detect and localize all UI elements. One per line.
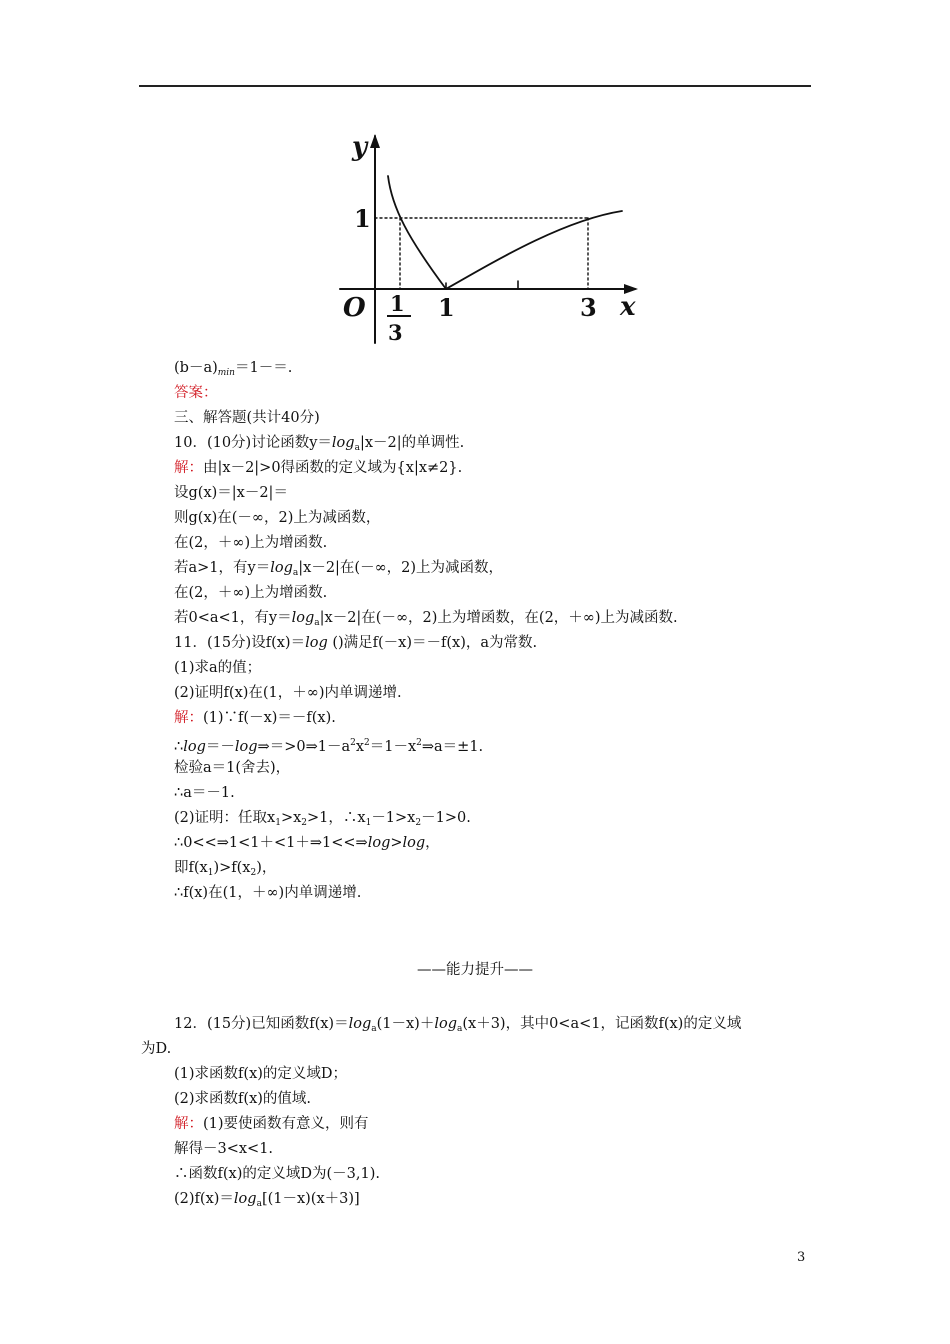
text-run: )>f(x [213,860,251,876]
text-line [174,656,814,681]
curve-left-branch [388,176,446,289]
text-run: 1 [275,818,281,828]
text-run: log [402,835,426,851]
text-run: 即f(x [174,860,208,876]
text-run: log [367,835,391,851]
y-axis-label: y [352,132,368,162]
text-run: ∴a＝－1. [174,785,235,801]
text-run: ＝1－＝. [234,360,293,376]
text-line [174,556,814,581]
text-run: －1>x [371,810,416,826]
text-run: log [270,560,293,576]
text-run: ∴函数f(x)的定义域D为(－3,1). [174,1166,380,1182]
text-run: 若a>1，有y＝ [174,560,271,576]
text-run: 在(2，＋∞)上为增函数. [174,585,328,601]
text-line [174,406,814,431]
x-tick-label-1: 1 [438,293,455,322]
origin-label: O [343,293,366,323]
text-run: 解： [174,1116,203,1132]
text-run: 在(2，＋∞)上为增函数. [174,535,328,551]
text-run: ()满足f(－x)＝－f(x)，a为常数. [327,635,538,651]
text-run: >x [280,810,302,826]
text-run: [(1－x)(x＋3)] [261,1191,360,1207]
text-run: |x－2|在(－∞，2)上为减函数， [298,560,504,576]
text-line [174,531,814,556]
text-line [174,606,814,631]
text-run: 三、解答题(共计40分) [174,410,320,426]
text-run: (2)证明：任取x [174,810,276,826]
solution-text [174,356,814,906]
text-run: (2)f(x)＝ [174,1191,234,1207]
text-run: 1 [365,818,372,828]
text-run: 则g(x)在(－∞，2)上为减函数， [174,510,381,526]
text-run: 答案： [174,385,218,401]
text-run: a [456,1024,463,1034]
text-run: 解： [174,710,203,726]
text-run: )， [256,860,277,876]
text-run: log [233,1191,257,1207]
text-line [174,1162,814,1187]
text-run: ∴f(x)在(1，＋∞)内单调递增. [174,885,362,901]
text-run: 由|x－2|>0得函数的定义域为{x|x≠2}. [203,460,463,476]
text-run: ∴0<<⇒1<1＋<1＋⇒1<<⇒ [174,835,368,851]
curve-right-branch [446,211,622,289]
text-run: (2)求函数f(x)的值域. [174,1091,312,1107]
text-run: log [183,739,206,755]
text-run: log [331,435,355,451]
text-line [174,506,814,531]
text-run: 2 [350,738,356,748]
text-run: (1)求函数f(x)的定义域D； [174,1066,348,1082]
text-run: (1)∵f(－x)＝－f(x). [203,710,336,726]
text-run: x [355,739,365,755]
text-line [174,1112,814,1137]
text-run: －1>0. [421,810,471,826]
text-run: (x＋3)，其中0<a<1，记函数f(x)的定义域 [462,1016,742,1032]
text-run: ＝－ [205,739,235,755]
text-run: (1)求a的值； [174,660,262,676]
text-line [174,806,814,831]
text-run: |x－2|的单调性. [359,435,465,451]
text-run: 2 [416,738,422,748]
text-run: log [234,739,258,755]
text-line [174,706,814,731]
text-run: ， [425,835,440,851]
text-run: 2 [415,818,422,828]
text-run: 10．(10分)讨论函数y＝ [174,435,332,451]
text-run: 2 [364,738,370,748]
text-line [174,481,814,506]
text-run: log [305,635,328,651]
text-line [174,831,814,856]
text-line [174,631,814,656]
text-line [174,1187,814,1212]
header-rule [139,85,811,87]
text-run: 1 [207,868,214,878]
text-line [174,456,814,481]
text-line [174,681,814,706]
text-run: (b－a) [174,360,218,376]
text-line [174,381,814,406]
text-run: 12．(15分)已知函数f(x)＝ [174,1016,349,1032]
text-line [174,1137,814,1162]
y-tick-label-1: 1 [354,204,371,233]
text-run: 设g(x)＝|x－2|＝ [174,485,288,501]
text-run: 解得－3<x<1. [174,1141,274,1157]
question-12-statement-cont: 为D. [141,1041,172,1057]
section-heading: ——能力提升—— [417,962,533,978]
text-line [174,1087,814,1112]
x-tick-label-frac-den: 3 [388,320,403,345]
text-run: log [434,1016,457,1032]
question-12-statement [174,1012,814,1037]
text-run: a [371,1024,377,1034]
function-graph [330,128,650,350]
text-run: ∴ [174,739,184,755]
text-line [174,756,814,781]
text-line [174,431,814,456]
text-run: 11．(15分)设f(x)＝ [174,635,306,651]
text-run: (2)证明f(x)在(1，＋∞)内单调递增. [174,685,402,701]
question-12-body [174,1062,814,1212]
text-run: (1－x)＋ [376,1016,435,1032]
text-run: 检验a＝1(舍去)， [174,760,291,776]
text-run: log [291,610,315,626]
text-run: 若0<a<1，有y＝ [174,610,292,626]
question-12 [141,1012,814,1212]
text-run: 2 [301,818,308,828]
x-tick-label-3: 3 [580,293,597,322]
text-line [174,581,814,606]
text-line [174,1062,814,1087]
text-run: ＝1－x [369,739,417,755]
text-run: ⇒a＝±1. [421,739,484,755]
y-axis-arrow [370,134,380,148]
text-line [174,856,814,881]
page-number: 3 [797,1250,806,1265]
text-run: |x－2|在(－∞，2)上为增函数，在(2，＋∞)上为减函数. [319,610,678,626]
text-run: (1)要使函数有意义，则有 [203,1116,369,1132]
text-run: > [390,835,403,851]
text-run: log [348,1016,372,1032]
text-line [174,731,814,756]
text-run: ⇒＝>0⇒1－a [257,739,351,755]
x-axis-label: x [620,292,636,322]
text-run: >1，∴x [307,810,366,826]
text-line [174,356,814,381]
text-line [174,781,814,806]
x-tick-label-frac-num: 1 [390,291,405,316]
text-line [174,881,814,906]
text-run: min [217,368,235,378]
text-run: a [292,568,299,578]
text-run: a [354,443,360,453]
text-run: a [314,618,320,628]
text-run: 解： [174,460,203,476]
text-run: a [256,1199,262,1209]
text-run: 2 [250,868,257,878]
